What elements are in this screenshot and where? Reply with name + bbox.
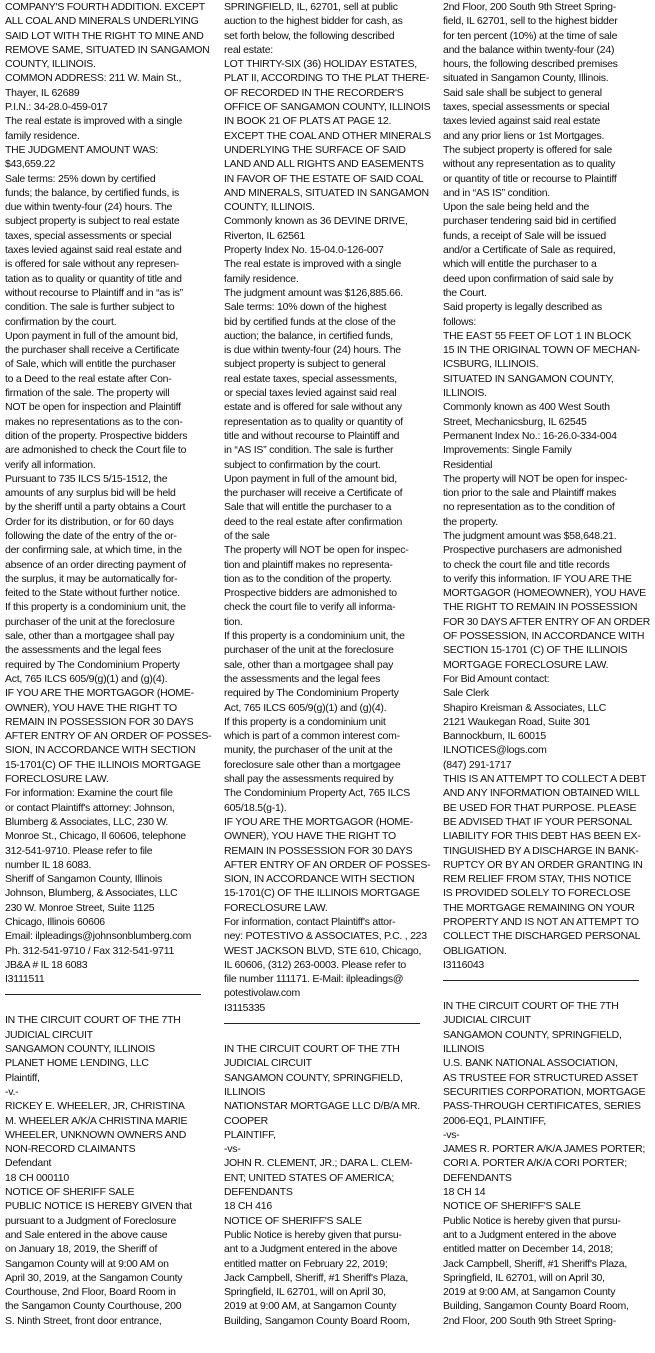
notice-line: SECTION 15-1701 (C) OF THE ILLINOIS: [443, 644, 628, 657]
notice-line: Pursuant to 735 ILCS 5/15-1512, the: [5, 472, 168, 485]
notice-line: of the sale: [224, 529, 270, 542]
notice-line: FOR 30 DAYS AFTER ENTRY OF AN ORDER: [443, 615, 650, 628]
notice-line: EXCEPT THE COAL AND OTHER MINERALS: [224, 129, 431, 142]
notice-line: is due within twenty-four (24) hours. The: [224, 344, 401, 357]
notice-line: which is part of a common interest com-: [224, 730, 400, 743]
notice-line: the property.: [443, 515, 498, 528]
notice-line: amounts of any surplus bid will be held: [5, 487, 176, 500]
notice-line: Upon the sale being held and the: [443, 201, 590, 214]
notice-line: funds; the balance, by certified funds, is: [5, 186, 179, 199]
notice-line: MORTGAGE FORECLOSURE LAW.: [443, 658, 609, 671]
notice-line: real estate:: [224, 43, 273, 56]
notice-line: deed upon confirmation of said sale by: [443, 272, 614, 285]
notice-line: The judgment amount was $126,885.66.: [224, 286, 403, 299]
notice-line: is offered for sale without any represen-: [5, 258, 179, 271]
notice-line: NON-RECORD CLAIMANTS: [5, 1143, 136, 1156]
notice-line: Upon payment in full of the amount bid,: [224, 472, 397, 485]
notice-line: JUDICIAL CIRCUIT: [5, 1028, 93, 1041]
notice-line: April 30, 2019, at the Sangamon County: [5, 1271, 183, 1284]
notice-line: UNDERLYING THE SURFACE OF SAID: [224, 143, 406, 156]
column-1: [5, 0, 212, 1353]
notice-line: the purchaser will receive a Certificate of: [224, 487, 403, 500]
notice-divider: [5, 994, 201, 995]
notice-line: tion and plaintiff makes no representa-: [224, 558, 393, 571]
notice-line: RICKEY E. WHEELER, JR, CHRISTINA: [5, 1100, 185, 1113]
notice-line: Building, Sangamon County Board Room,: [443, 1300, 629, 1313]
notice-line: FORECLOSURE LAW.: [224, 901, 328, 914]
notice-line: SION, IN ACCORDANCE WITH SECTION: [224, 873, 415, 886]
notice-line: required by The Condominium Property: [224, 687, 399, 700]
notice-line: and the balance within twenty-four (24): [443, 43, 615, 56]
notice-line: auction; the balance, in certified funds,: [224, 329, 393, 342]
notice-line: ILLINOIS: [443, 1043, 485, 1056]
notice-line: The real estate is improved with a single: [224, 258, 402, 271]
notice-line: sale, other than a mortgagee shall pay: [5, 630, 175, 643]
notice-line: to a Deed to the real estate after Con-: [5, 372, 172, 385]
notice-line: munity, the purchaser of the unit at the: [224, 744, 393, 757]
notice-line: 15-1701(C) OF THE ILLINOIS MORTGAGE: [224, 887, 420, 900]
notice-block: [5, 1013, 212, 1328]
notice-line: DEFENDANTS: [224, 1186, 293, 1199]
notice-line: JUDICIAL CIRCUIT: [224, 1057, 312, 1070]
notice-line: COMMON ADDRESS: 211 W. Main St.,: [5, 72, 182, 85]
notice-block: [224, 0, 431, 1015]
notice-line: TINGUISHED BY A DISCHARGE IN BANK-: [443, 844, 639, 857]
column-2: [224, 0, 431, 1353]
notice-line: LAND AND ALL RIGHTS AND EASEMENTS: [224, 158, 424, 171]
notice-line: the assessments and the legal fees: [224, 672, 381, 685]
notice-line: bid by certified funds at the close of the: [224, 315, 396, 328]
notice-line: and/or a Certificate of Sale as required,: [443, 244, 616, 257]
notice-line: RUPTCY OR BY AN ORDER GRANTING IN: [443, 858, 643, 871]
notice-line: or quantity of title or recourse to Plaintiff: [443, 172, 617, 185]
notice-line: 18 CH 14: [443, 1186, 486, 1199]
notice-line: deed to the real estate after confirmation: [224, 515, 403, 528]
notice-line: The property will NOT be open for inspec-: [443, 472, 628, 485]
notice-line: check the court file to verify all informa-: [224, 601, 396, 614]
notice-line: 2006-EQ1, PLAINTIFF,: [443, 1114, 546, 1127]
notice-line: Building, Sangamon County Board Room,: [224, 1314, 410, 1327]
notice-line: Chicago, Illinois 60606: [5, 916, 105, 928]
notice-line: makes no representations as to the con-: [5, 415, 183, 428]
notice-line: S. Ninth Street, front door entrance,: [5, 1314, 162, 1327]
notice-line: PUBLIC NOTICE IS HEREBY GIVEN that: [5, 1200, 192, 1213]
notice-line: If this property is a condominium unit, the: [5, 601, 186, 614]
notice-line: I3111511: [5, 973, 45, 986]
notice-line: tation as to quality or quantity of title and: [5, 272, 182, 285]
notice-line: PASS-THROUGH CERTIFICATES, SERIES: [443, 1100, 641, 1113]
notice-line: THE MORTGAGE REMAINING ON YOUR: [443, 901, 635, 914]
notice-line: or special taxes levied against said real: [224, 387, 397, 400]
notice-line: The Condominium Property Act, 765 ILCS: [224, 787, 411, 800]
notice-line: FORECLOSURE LAW.: [5, 773, 109, 786]
notice-line: OF POSSESSION, IN ACCORDANCE WITH: [443, 630, 645, 643]
notice-line: OWNER), YOU HAVE THE RIGHT TO: [224, 830, 396, 843]
notice-line: real estate taxes, special assessments,: [224, 372, 397, 385]
notice-line: (847) 291-1717: [443, 758, 512, 771]
notice-line: CORI A. PORTER A/K/A CORI PORTER;: [443, 1157, 627, 1170]
notice-line: AS TRUSTEE FOR STRUCTURED ASSET: [443, 1071, 639, 1084]
notice-line: THE EAST 55 FEET OF LOT 1 IN BLOCK: [443, 329, 632, 342]
notice-line: Public Notice is hereby given that pursu-: [224, 1228, 402, 1241]
notice-line: DEFENDANTS: [443, 1171, 512, 1184]
notice-line: The judgment amount was $58,648.21.: [443, 529, 617, 542]
notice-line: Ph. 312-541-9710 / Fax 312-541-9711: [5, 944, 175, 957]
notice-line: 2019 at 9:00 AM, at Sangamon County: [224, 1300, 397, 1313]
notice-line: SANGAMON COUNTY, ILLINOIS: [5, 1043, 155, 1056]
notice-line: COMPANY'S FOURTH ADDITION. EXCEPT: [5, 1, 205, 13]
notice-line: The property will NOT be open for inspec-: [224, 544, 409, 557]
notice-line: IN THE CIRCUIT COURT OF THE 7TH: [443, 1000, 619, 1013]
notice-line: SITUATED IN SANGAMON COUNTY,: [443, 372, 614, 385]
notice-line: Residential: [443, 458, 493, 471]
notice-line: tion.: [224, 615, 243, 628]
notice-line: subject property is subject to real estate: [5, 215, 180, 228]
notice-line: IF YOU ARE THE MORTGAGOR (HOME-: [224, 815, 413, 828]
notice-line: absence of an order directing payment of: [5, 558, 186, 571]
notice-line: COOPER: [224, 1114, 269, 1127]
notice-line: following the date of the entry of the or-: [5, 529, 177, 542]
notice-line: by the sheriff until a party obtains a Court: [5, 501, 186, 514]
column-3: [443, 0, 650, 1353]
notice-line: $43,659.22: [5, 158, 56, 171]
notice-line: Prospective bidders are admonished to: [224, 587, 397, 600]
notice-line: ILLINOIS: [224, 1085, 266, 1098]
notice-line: PROPERTY AND IS NOT AN ATTEMPT TO: [443, 916, 639, 928]
notice-line: THE RIGHT TO REMAIN IN POSSESSION: [443, 601, 638, 614]
notice-line: Thayer, IL 62689: [5, 86, 80, 99]
notice-line: tion prior to the sale and Plaintiff makes: [443, 487, 617, 500]
notice-line: Prospective purchasers are admonished: [443, 544, 622, 557]
notice-line: situated in Sangamon County, Illinois.: [443, 72, 609, 85]
notice-line: ILLINOIS.: [443, 387, 487, 400]
notice-line: Property Index No. 15-04.0-126-007: [224, 244, 384, 257]
notice-line: NOTICE OF SHERIFF'S SALE: [224, 1214, 362, 1227]
notice-line: Commonly known as 400 West South: [443, 401, 610, 414]
notice-line: foreclosure sale other than a mortgagee: [224, 758, 401, 771]
notice-line: OFFICE OF SANGAMON COUNTY, ILLINOIS: [224, 101, 431, 114]
notice-line: file number 111171. E-Mail: ilpleadings@: [224, 973, 404, 986]
notice-line: JAMES R. PORTER A/K/A JAMES PORTER;: [443, 1143, 646, 1156]
notice-line: taxes levied against said real estate: [443, 115, 601, 128]
notice-line: the assessments and the legal fees: [5, 644, 162, 657]
notice-line: of Sale, which will entitle the purchaser: [5, 358, 176, 371]
notice-line: Street, Mechanicsburg, IL 62545: [443, 415, 587, 428]
notice-line: WEST JACKSON BLVD, STE 610, Chicago,: [224, 944, 422, 957]
notice-line: PLAINTIFF,: [224, 1128, 276, 1141]
notice-line: family residence.: [5, 129, 80, 142]
notice-line: If this property is a condominium unit: [224, 715, 386, 728]
notice-line: Act, 765 ILCS 605/9(g)(1) and (g)(4).: [5, 672, 168, 685]
notice-line: without any representation as to quality: [443, 158, 616, 171]
notice-line: LOT THIRTY-SIX (36) HOLIDAY ESTATES,: [224, 58, 417, 71]
notice-line: THIS IS AN ATTEMPT TO COLLECT A DEBT: [443, 773, 647, 786]
notice-line: BE USED FOR THAT PURPOSE. PLEASE: [443, 801, 637, 814]
notice-line: JOHN R. CLEMENT, JR.; DARA L. CLEM-: [224, 1157, 413, 1170]
notice-line: no representation as to the condition of: [443, 501, 615, 514]
notice-line: COLLECT THE DISCHARGED PERSONAL: [443, 930, 641, 943]
notice-line: NOTICE OF SHERIFF SALE: [5, 1186, 135, 1199]
notice-line: on January 18, 2019, the Sheriff of: [5, 1243, 158, 1256]
notice-line: -vs-: [443, 1128, 460, 1141]
notice-line: ENT; UNITED STATES OF AMERICA;: [224, 1171, 395, 1184]
notice-line: NOT be open for inspection and Plaintiff: [5, 401, 181, 414]
notice-line: Public Notice is hereby given that pursu-: [443, 1214, 621, 1227]
notice-line: SION, IN ACCORDANCE WITH SECTION: [5, 744, 196, 757]
notice-line: OF RECORDED IN THE RECORDER'S: [224, 86, 404, 99]
notice-line: 15-1701(C) OF THE ILLINOIS MORTGAGE: [5, 758, 201, 771]
notice-line: IN FAVOR OF THE ESTATE OF SAID COAL: [224, 172, 424, 185]
notice-line: JUDICIAL CIRCUIT: [443, 1014, 531, 1027]
notice-line: If this property is a condominium unit, the: [224, 630, 405, 643]
notice-line: Upon payment in full of the amount bid,: [5, 329, 178, 342]
notice-line: PLANET HOME LENDING, LLC: [5, 1057, 149, 1070]
notice-line: taxes, special assessments or special: [443, 101, 610, 114]
notice-line: or contact Plaintiff's attorney: Johnson,: [5, 801, 175, 814]
notice-line: Monroe St., Chicago, Il 60606, telephone: [5, 830, 186, 843]
notice-line: Said property is legally described as: [443, 301, 602, 314]
notice-line: MORTGAGOR (HOMEOWNER), YOU HAVE: [443, 587, 646, 600]
notice-line: ILNOTICES@logs.com: [443, 744, 547, 757]
notice-line: M. WHEELER A/K/A CHRISTINA MARIE: [5, 1114, 188, 1127]
notice-line: For Bid Amount contact:: [443, 672, 550, 685]
notice-line: Sale that will entitle the purchaser to a: [224, 501, 392, 514]
notice-line: Email: ilpleadings@johnsonblumberg.com: [5, 930, 192, 943]
notice-line: firmation of the sale. The property will: [5, 387, 170, 400]
notice-line: AND MINERALS, SITUATED IN SANGAMON: [224, 186, 429, 199]
notice-line: ant to a Judgment entered in the above: [443, 1228, 617, 1241]
notice-line: PLAT II, ACCORDING TO THE PLAT THERE-: [224, 72, 430, 85]
notice-line: the Sangamon County Courthouse, 200: [5, 1300, 182, 1313]
notice-line: and Sale entered in the above cause: [5, 1228, 168, 1241]
notice-block: [443, 0, 650, 972]
notice-line: entitled matter on February 22, 2019;: [224, 1257, 388, 1270]
notice-line: 15 IN THE ORIGINAL TOWN OF MECHAN-: [443, 344, 641, 357]
notice-line: 18 CH 416: [224, 1200, 272, 1213]
notice-line: hours, the following described premises: [443, 58, 618, 71]
notice-line: the purchaser shall receive a Certificate: [5, 344, 180, 357]
notice-line: COUNTY, ILLINOIS.: [5, 58, 96, 71]
notice-line: IL 60606, (312) 263-0003. Please refer to: [224, 958, 406, 971]
notice-line: Blumberg & Associates, LLC, 230 W.: [5, 815, 169, 828]
notice-line: pursuant to a Judgment of Foreclosure: [5, 1214, 177, 1227]
notice-line: family residence.: [224, 272, 299, 285]
notice-line: taxes levied against said real estate and: [5, 244, 182, 257]
notice-line: ALL COAL AND MINERALS UNDERLYING: [5, 15, 199, 28]
notice-line: confirmation by the court.: [5, 315, 117, 328]
notice-line: SPRINGFIELD, IL, 62701, sell at public: [224, 1, 398, 13]
notice-line: shall pay the assessments required by: [224, 773, 394, 786]
notice-line: Riverton, IL 62561: [224, 229, 305, 242]
notice-line: der confirming sale, at which time, in the: [5, 544, 182, 557]
notice-line: Order for its distribution, or for 60 days: [5, 515, 174, 528]
notice-line: For information: Examine the court file: [5, 787, 173, 800]
notice-line: I3115335: [224, 1001, 266, 1014]
notice-line: Sale terms: 10% down of the highest: [224, 301, 387, 314]
notice-line: Sale terms: 25% down by certified: [5, 172, 156, 185]
notice-line: which will entitle the purchaser to a: [443, 258, 597, 271]
notice-line: Johnson, Blumberg, & Associates, LLC: [5, 887, 178, 900]
notice-line: IF YOU ARE THE MORTGAGOR (HOME-: [5, 687, 194, 700]
notice-line: due within twenty-four (24) hours. The: [5, 201, 173, 214]
notice-line: -vs-: [224, 1143, 241, 1156]
notice-line: U.S. BANK NATIONAL ASSOCIATION,: [443, 1057, 618, 1070]
notice-line: COUNTY, ILLINOIS.: [224, 201, 315, 214]
notice-line: THE JUDGMENT AMOUNT WAS:: [5, 143, 159, 156]
notice-line: follows:: [443, 315, 477, 328]
notice-line: REM RELIEF FROM STAY, THIS NOTICE: [443, 873, 632, 886]
notice-line: The subject property is offered for sale: [443, 143, 612, 156]
notice-line: -v.-: [5, 1085, 19, 1098]
notice-line: 18 CH 000110: [5, 1171, 69, 1184]
notice-line: Springfield, IL 62701, will on April 30,: [224, 1286, 386, 1299]
notice-line: Defendant: [5, 1157, 52, 1170]
notice-line: REMOVE SAME, SITUATED IN SANGAMON: [5, 43, 210, 56]
notice-line: SANGAMON COUNTY, SPRINGFIELD,: [224, 1071, 403, 1084]
notice-line: subject to confirmation by the court.: [224, 458, 381, 471]
notice-line: Jack Campbell, Sheriff, #1 Sheriff's Plaza,: [224, 1271, 409, 1284]
notice-line: the surplus, it may be automatically for-: [5, 572, 178, 585]
notice-line: subject property is subject to general: [224, 358, 386, 371]
notice-line: NATIONSTAR MORTGAGE LLC D/B/A MR.: [224, 1100, 420, 1113]
notice-line: SAID LOT WITH THE RIGHT TO MINE AND: [5, 29, 204, 42]
notice-line: to verify this information. IF YOU ARE THE: [443, 572, 632, 585]
notice-line: tion as to the condition of the property.: [224, 572, 392, 585]
notice-line: entitled matter on December 14, 2018;: [443, 1243, 613, 1256]
notice-line: 605/18.5(g-1).: [224, 801, 287, 814]
notice-line: 2nd Floor, 200 South 9th Street Spring-: [443, 1, 616, 13]
notice-line: IN THE CIRCUIT COURT OF THE 7TH: [5, 1014, 181, 1027]
notice-line: REMAIN IN POSSESSION FOR 30 DAYS: [5, 715, 194, 728]
notice-line: condition. The sale is further subject to: [5, 301, 175, 314]
notice-line: OBLIGATION.: [443, 944, 507, 957]
notice-line: to check the court file and title records: [443, 558, 610, 571]
notice-line: without recourse to Plaintiff and in “as is”: [5, 286, 183, 299]
notice-line: 2019 at 9:00 AM, at Sangamon County: [443, 1286, 616, 1299]
notice-line: sale, other than a mortgagee shall pay: [224, 658, 394, 671]
notice-line: 230 W. Monroe Street, Suite 1125: [5, 901, 155, 914]
notice-line: AFTER ENTRY OF AN ORDER OF POSSES-: [224, 858, 431, 871]
notice-line: Sheriff of Sangamon County, Illinois: [5, 873, 162, 886]
notice-line: verify all information.: [5, 458, 96, 471]
notice-line: For information, contact Plaintiff's attor-: [224, 916, 396, 928]
notice-line: AND ANY INFORMATION OBTAINED WILL: [443, 787, 640, 800]
notice-line: WHEELER, UNKNOWN OWNERS AND: [5, 1128, 187, 1141]
notice-divider: [224, 1023, 420, 1024]
notice-line: title and without recourse to Plaintiff and: [224, 429, 400, 442]
notice-line: Bannockburn, IL 60015: [443, 730, 546, 743]
notice-block: [443, 999, 650, 1328]
notice-line: auction to the highest bidder for cash, as: [224, 15, 403, 28]
notice-line: BE ADVISED THAT IF YOUR PERSONAL: [443, 815, 633, 828]
notice-line: LIABILITY FOR THIS DEBT HAS BEEN EX-: [443, 830, 641, 843]
notice-line: REMAIN IN POSSESSION FOR 30 DAYS: [224, 844, 413, 857]
notice-line: and in “AS IS” condition.: [443, 186, 550, 199]
notice-line: feited to the State without further notice.: [5, 587, 180, 600]
notice-line: JB&A # IL 18 6083: [5, 958, 88, 971]
notice-divider: [443, 980, 639, 981]
notice-line: Permanent Index No.: 16-26.0-334-004: [443, 429, 617, 442]
notice-line: field, IL 62701, sell to the highest bidder: [443, 15, 618, 28]
notice-line: Plaintiff,: [5, 1071, 40, 1084]
notice-line: number IL 18 6083.: [5, 858, 92, 871]
notice-line: OWNER), YOU HAVE THE RIGHT TO: [5, 701, 177, 714]
notice-line: Commonly known as 36 DEVINE DRIVE,: [224, 215, 408, 228]
notice-line: IN BOOK 21 OF PLATS AT PAGE 12.: [224, 115, 392, 128]
notice-line: ICSBURG, ILLINOIS.: [443, 358, 539, 371]
notice-line: Shapiro Kreisman & Associates, LLC: [443, 701, 607, 714]
notice-line: in “AS IS” condition. The sale is further: [224, 444, 394, 457]
notice-line: The real estate is improved with a single: [5, 115, 183, 128]
notice-line: NOTICE OF SHERIFF'S SALE: [443, 1200, 581, 1213]
notice-line: potestivolaw.com: [224, 987, 300, 1000]
notice-line: 2121 Waukegan Road, Suite 301: [443, 715, 591, 728]
notice-line: Act, 765 ILCS 605/9(g)(1) and (g)(4).: [224, 701, 387, 714]
notice-line: I3116043: [443, 958, 485, 971]
notice-block: [5, 0, 212, 986]
notice-line: 312-541-9710. Please refer to file: [5, 844, 153, 857]
notice-line: SECURITIES CORPORATION, MORTGAGE: [443, 1085, 646, 1098]
notice-line: funds, a receipt of Sale will be issued: [443, 229, 607, 242]
notice-line: are admonished to check the Court file to: [5, 444, 187, 457]
notice-line: IS PROVIDED SOLELY TO FORECLOSE: [443, 887, 631, 900]
notice-line: Improvements: Single Family: [443, 444, 572, 457]
notice-line: 2nd Floor, 200 South 9th Street Spring-: [443, 1314, 616, 1327]
notice-line: Courthouse, 2nd Floor, Board Room in: [5, 1286, 176, 1299]
notice-line: and any prior liens or 1st Mortgages.: [443, 129, 605, 142]
notice-line: purchaser tendering said bid in certified: [443, 215, 617, 228]
notice-line: P.I.N.: 34-28.0-459-017: [5, 101, 108, 114]
notice-line: representation as to quality or quantity of: [224, 415, 403, 428]
notice-line: taxes, special assessments or special: [5, 229, 172, 242]
notice-line: IN THE CIRCUIT COURT OF THE 7TH: [224, 1043, 400, 1056]
notice-line: Said sale shall be subject to general: [443, 86, 602, 99]
notice-line: Jack Campbell, Sheriff, #1 Sheriff's Plaza,: [443, 1257, 628, 1270]
notice-block: [224, 1042, 431, 1328]
notice-line: purchaser of the unit at the foreclosure: [224, 644, 394, 657]
notice-line: dition of the property. Prospective bidders: [5, 429, 188, 442]
notice-line: for ten percent (10%) at the time of sale: [443, 29, 618, 42]
notice-line: estate and is offered for sale without any: [224, 401, 402, 414]
notice-line: the Court.: [443, 286, 487, 299]
notice-line: SANGAMON COUNTY, SPRINGFIELD,: [443, 1028, 622, 1041]
notice-line: ant to a Judgment entered in the above: [224, 1243, 398, 1256]
notice-line: required by The Condominium Property: [5, 658, 180, 671]
notice-line: ney: POTESTIVO & ASSOCIATES, P.C. , 223: [224, 930, 427, 943]
notice-line: set forth below, the following described: [224, 29, 395, 42]
notice-line: AFTER ENTRY OF AN ORDER OF POSSES-: [5, 730, 212, 743]
notice-line: Springfield, IL 62701, will on April 30,: [443, 1271, 605, 1284]
notice-line: Sale Clerk: [443, 687, 489, 700]
notice-line: Sangamon County will at 9:00 AM on: [5, 1257, 169, 1270]
notice-line: purchaser of the unit at the foreclosure: [5, 615, 175, 628]
